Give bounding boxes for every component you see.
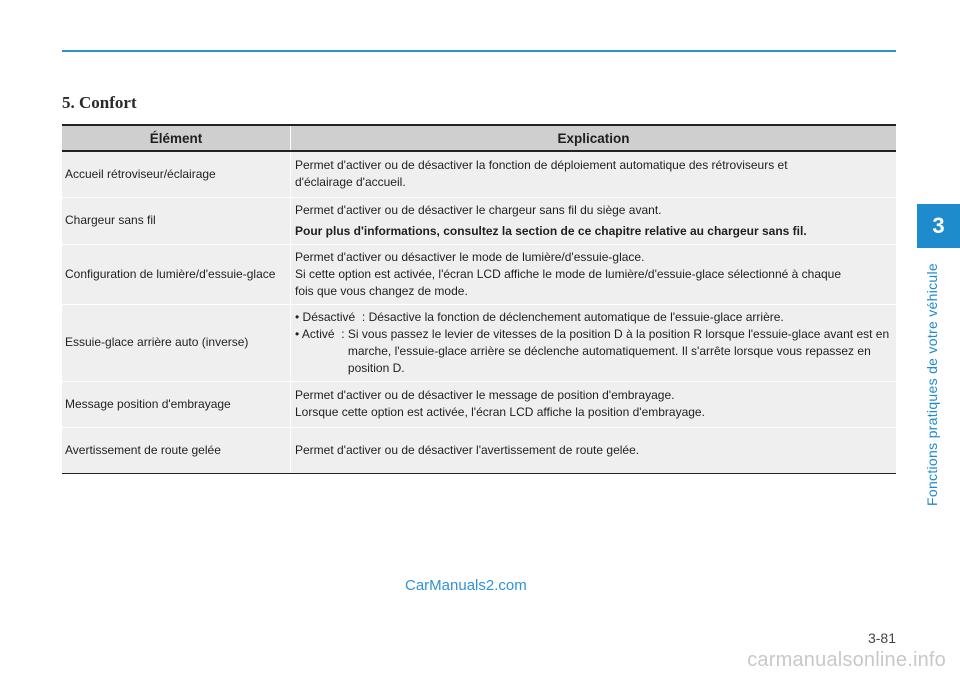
top-rule bbox=[62, 50, 896, 52]
table-row bbox=[62, 427, 896, 473]
row-element: Accueil rétroviseur/éclairage bbox=[62, 151, 291, 197]
row-explanation bbox=[291, 151, 897, 197]
explanation-line: Permet d'activer ou de désactiver l'avertissement de route gelée. bbox=[295, 442, 640, 457]
chapter-tab: 3 bbox=[917, 204, 960, 248]
table-header-row bbox=[62, 125, 896, 151]
explanation-note: Pour plus d'informations, consultez la section de ce chapitre relative au chargeur sans fil. bbox=[295, 223, 807, 238]
watermark-carmanualsonline: carmanualsonline.info bbox=[747, 649, 946, 671]
chapter-label: Fonctions pratiques de votre véhicule bbox=[924, 262, 940, 506]
explanation-line: Permet d'activer ou de désactiver le chargeur sans fil du siège avant. bbox=[295, 202, 662, 217]
bullet-item bbox=[295, 326, 890, 377]
explanation-line: fois que vous changez de mode. bbox=[295, 283, 468, 298]
table-row bbox=[62, 304, 896, 381]
table-row bbox=[62, 197, 896, 244]
bullet-text: Désactive la fonction de déclenchement automatique de l'essuie-glace arrière. bbox=[368, 309, 784, 324]
row-element: Configuration de lumière/d'essuie-glace bbox=[62, 244, 291, 304]
row-element: Avertissement de route gelée bbox=[62, 427, 291, 473]
table-row bbox=[62, 244, 896, 304]
row-element: Essuie-glace arrière auto (inverse) bbox=[62, 304, 291, 381]
header-explanation: Explication bbox=[291, 125, 897, 151]
row-explanation bbox=[291, 427, 897, 473]
row-explanation bbox=[291, 304, 897, 381]
bullet-text: Si vous passez le levier de vitesses de la position D à la position R lorsque l'essuie-glace avant est en marche, l'essuie-glace arrière se déclenche automatiquement. Il s'arrête lorsque vous repassez en position D. bbox=[347, 326, 890, 375]
row-explanation bbox=[291, 244, 897, 304]
watermark-carmanuals2: CarManuals2.com bbox=[405, 577, 527, 594]
bullet-key: • Désactivé : bbox=[295, 309, 369, 324]
table-row bbox=[62, 381, 896, 427]
row-explanation bbox=[291, 197, 897, 244]
table-row bbox=[62, 151, 896, 197]
explanation-line: Si cette option est activée, l'écran LCD affiche le mode de lumière/d'essuie-glace sélectionné à chaque bbox=[295, 266, 842, 281]
header-element: Élément bbox=[62, 125, 291, 151]
explanation-line: d'éclairage d'accueil. bbox=[295, 175, 406, 190]
explanation-line: Permet d'activer ou désactiver le mode de lumière/d'essuie-glace. bbox=[295, 249, 645, 264]
page-number: 3-81 bbox=[867, 630, 896, 646]
explanation-line: Permet d'activer ou de désactiver la fonction de déploiement automatique des rétroviseurs et bbox=[295, 158, 788, 173]
row-element: Message position d'embrayage bbox=[62, 381, 291, 427]
bullet-key: • Activé : bbox=[295, 326, 348, 341]
explanation-line: Permet d'activer ou de désactiver le message de position d'embrayage. bbox=[295, 388, 675, 402]
settings-table bbox=[62, 124, 896, 474]
section-title: 5. Confort bbox=[62, 93, 137, 112]
row-element: Chargeur sans fil bbox=[62, 197, 291, 244]
explanation-line: Lorsque cette option est activée, l'écran LCD affiche la position d'embrayage. bbox=[295, 405, 705, 419]
row-explanation bbox=[291, 381, 897, 427]
bullet-item bbox=[295, 309, 890, 326]
